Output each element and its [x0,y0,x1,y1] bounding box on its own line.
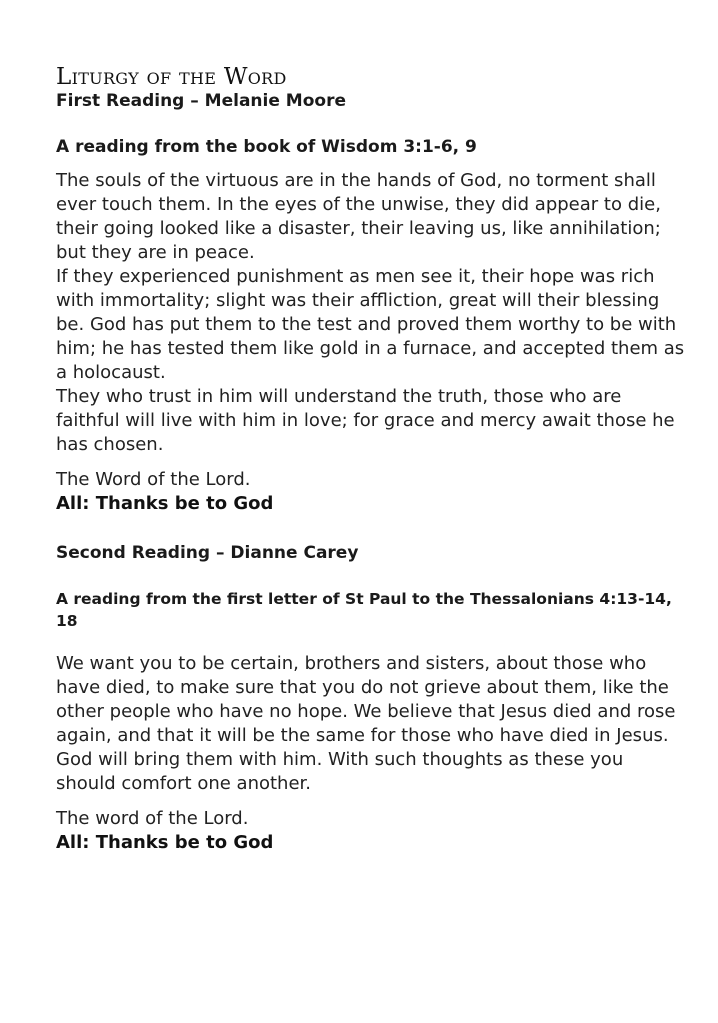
first-reading-text [56,169,686,457]
first-reading-response: All: Thanks be to God [56,493,274,514]
first-reading-citation: A reading from the book of Wisdom 3:1-6, 9 [56,137,477,157]
first-reading-paragraph-1: The souls of the virtuous are in the hands of God, no torment shall ever touch them. In the eyes of the unwise, they did appear to die, their going looked like a disaster, their leaving us, like annihilation; but they are in peace. [56,170,661,263]
liturgy-page [56,64,686,855]
second-reading-response: All: Thanks be to God [56,832,274,853]
first-reading-paragraph-2: If they experienced punishment as men see it, their hope was rich with immortality; slight was their affliction, great will their blessing be. God has put them to the test and proved them worthy to be with him; he has tested them like gold in a furnace, and accepted them as a holocaust. [56,266,685,383]
second-reading-text [56,652,686,796]
second-reading [56,542,686,855]
second-reading-paragraph-1: We want you to be certain, brothers and sisters, about those who have died, to make sure that you do not grieve about them, like the other people who have no hope. We believe that Jesus died and rose again, and that it will be the same for those who have died in Jesus. God will bring them with him. With such thoughts as these you should comfort one another. [56,653,676,794]
second-reading-reader: Second Reading – Dianne Carey [56,543,359,563]
first-reading-reader: First Reading – Melanie Moore [56,91,346,111]
second-reading-citation: A reading from the first letter of St Paul to the Thessalonians 4:13-14, 18 [56,590,672,630]
first-reading [56,90,686,516]
second-reading-closing: The word of the Lord. [56,808,249,829]
first-reading-paragraph-3: They who trust in him will understand the truth, those who are faithful will live with him in love; for grace and mercy await those he has chosen. [56,386,675,455]
first-reading-closing: The Word of the Lord. [56,469,251,490]
section-title: Liturgy of the Word [56,64,287,90]
